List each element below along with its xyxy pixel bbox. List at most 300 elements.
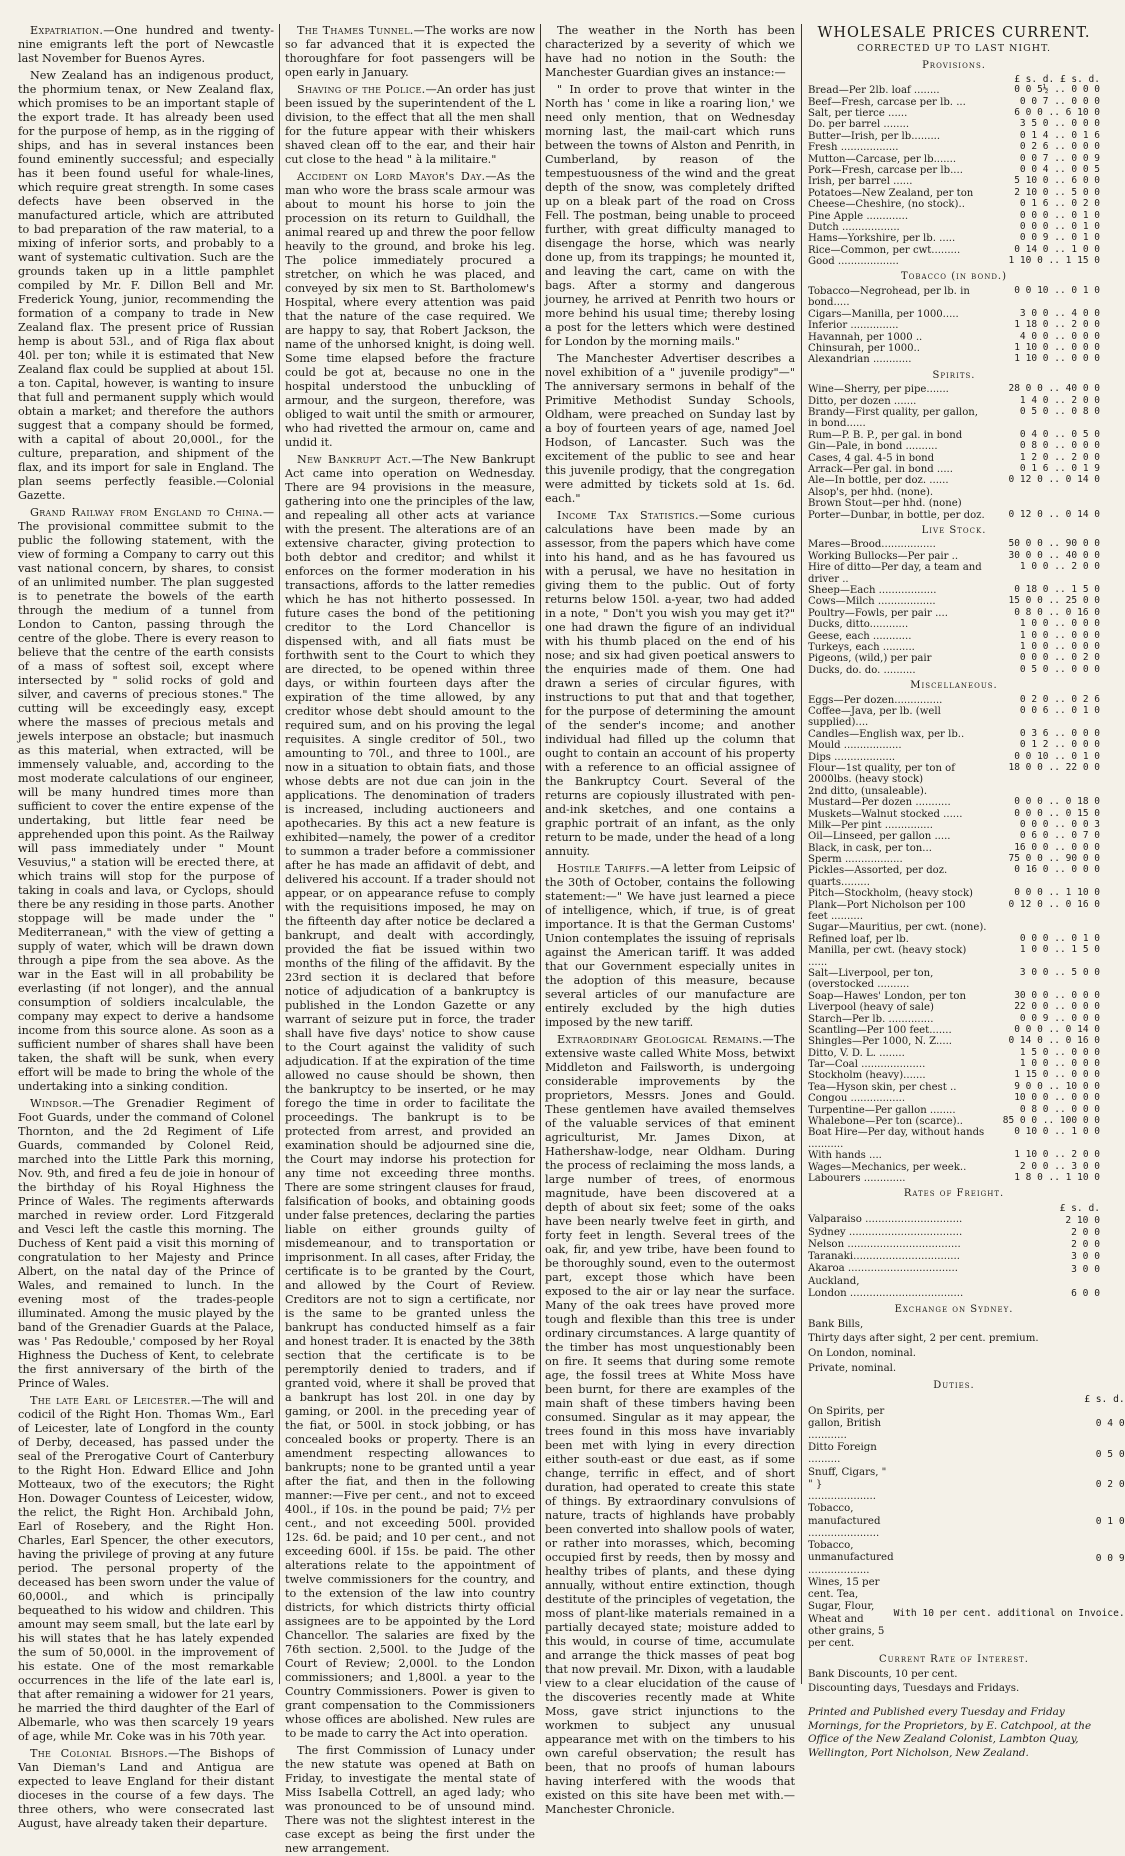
rate-row [808,1276,1100,1288]
rate-item: Wines, 15 per cent. Tea, Sugar, Flour, Wheat and other grains, 5 per cent. [808,1576,885,1649]
prices-column [808,24,1125,1759]
price-item: Poultry—Fowls, per pair .... [808,607,948,619]
article-text: The first Commission of Lunacy under the new statute was opened at Bath on Friday, to investigate the mental state of Miss Isabella Cottrell, an aged lady; who was pronounced to be of unsound mind. There was not the slightest interest in the case except as being the first under the new arrangement. [285,1744,535,1855]
article-paragraph [18,24,274,66]
price-value: 16 0 0 .. 0 0 0 [1014,841,1100,853]
price-row [808,1036,1100,1047]
price-row [808,888,1100,899]
price-row [808,945,1100,968]
column-3 [545,24,796,1816]
price-item: Mustard—Per dozen ........... [808,797,951,809]
price-value: 0 12 0 .. 0 14 0 [1008,508,1100,520]
price-item: Good ................... [808,256,899,268]
price-item: Havannah, per 1000 .. [808,331,923,343]
price-item: Alexandrian ............ [808,354,912,366]
price-row [808,142,1100,153]
price-value: 0 2 0 .. 0 2 6 [1019,693,1100,705]
column-rule [540,24,541,1684]
price-value: 2 0 0 .. 3 0 0 [1019,1160,1100,1172]
price-item: Fresh .................. [808,142,899,154]
price-row [808,619,1100,630]
price-value: 3 0 0 .. 4 0 0 [1019,307,1100,319]
price-value: 9 0 0 .. 10 0 0 [1014,1080,1100,1092]
price-item: Mutton—Carcase, per lb....... [808,153,957,165]
article-heading: Accident on Lord Mayor's Day. [297,170,486,183]
price-row [808,653,1100,664]
column-rule [279,24,280,1684]
article-text: —The extensive waste called White Moss, betwixt Middleton and Failsworth, is undergoing considerable improvements by the proprietors, Messrs. Jones and Gould. These gentlemen have availed themselves of the valuable services of that eminent agriculturist, Mr. James Dixon, at Hathershaw-lodge, near Oldham. During the process of reclaiming the moss lands, a large number of trees, of enormous magnitude, have been discovered at a depth of about six feet; some of the oaks have been nearly twelve feet in girth, and forty feet in length. Several trees of the oak, fir, and yew tribe, have been found to be thoroughly sound, even to the outermost part, except those which have been exposed to the air or lay near the surface. Many of the oak trees have proved more tough and flexible than this tree is under ordinary circumstances. A large quantity of the timber has most unquestionably been on fire. It seems that during some remote age, the fossil trees at White Moss have been burnt, for there are examples of the main shaft of these timbers having been consumed. Singular as it may appear, the trees found in this moss have invariably been met with lying in every direction either south-east or due east, as if some change, terrific in effect, and of short duration, had operated to create this state of things. By extraordinary convulsions of nature, tracts of highlands have probably been converted into shallow pools of water, or rather into morasses, which, becoming occupied first by reeds, then by mossy and healthy tribes of plants, and these dying annually, without entire extinction, though destitute of the principles of vegetation, the moss of plant-like materials remained in a partially decayed state; moisture added to this would, in course of time, accumulate and arrange the thick masses of peat bog that now prevail. Mr. Dixon, with a laudable view to a clear elucidation of the cause of the discoveries recently made at White Moss, gave strict injunctions to the workmen to subject any unusual appearance met with on the timbers to his own careful observation; the result has been, that no proofs of human labours having interfered with the woods that existed on this site have been met with.—Manchester Chronicle. [545,1033,795,1816]
price-value: 0 0 9 .. 0 0 0 [1019,1012,1100,1024]
price-item: Ditto, per dozen ....... [808,395,917,407]
price-item: Inferior ............... [808,320,899,332]
price-row [808,286,1100,309]
price-value: 28 0 0 .. 40 0 0 [1008,383,1100,395]
price-row [808,1173,1100,1184]
article-text: —Some curious calculations have been made by an assessor, from the papers which have come into his hand, and as he has favoured us with a perusal, we have no hesitation in giving them to the public. Out of forty returns below 150l. a-year, two had added in a note, " Don't you wish you may get it?" one had drawn the figure of an individual with his thumb placed on the end of his nose; and six had given poetical answers to the enquiries made of them. One had drawn a series of circular figures, with instructions to put that and that together, for the purpose of determining the amount of the sender's income; and another individual had filled up the column that ought to contain an account of his property with a reference to an official assignee of the Bankruptcy Court. Several of the returns are copiously illustrated with pen-and-ink sketches, and one contains a graphic portrait of an infant, as the only return to be made, under the head of a long annuity. [545,509,796,858]
article-text: —As the man who wore the brass scale armour was about to mount his horse to join the procession on its return to Guildhall, the animal reared up and threw the poor fellow heavily to the ground, and broke his leg. The police immediately procured a stretcher, on which he was placed, and conveyed by six men to St. Bartholomew's Hospital, where every attention was paid that the nature of the case required. We are happy to say, that Robert Jackson, the name of the unhorsed knight, is doing well. Some time elapsed before the fracture could be got at, because no one in the hospital understood the unbuckling of armour, and the surgeon, therefore, was obliged to wait until the smith or armourer, who had rivetted the armour on, came and undid it. [285,170,535,449]
price-value: 1 0 0 .. 0 0 0 [1019,629,1100,641]
price-value: 30 0 0 .. 0 0 0 [1014,989,1100,1001]
price-table [808,384,1100,521]
rate-value: 2 0 0 [1071,1239,1100,1251]
price-value: £ s. d. £ s. d. [1014,73,1100,85]
price-row [808,498,1100,509]
price-value: 0 16 0 .. 0 0 0 [1014,864,1100,876]
column-2 [285,24,535,1855]
price-item: Pork—Fresh, carcase per lb.... [808,164,963,176]
article-paragraph [285,170,535,450]
price-value: 0 0 0 .. 0 1 0 [1019,209,1100,221]
price-table [808,286,1100,366]
freight-units: £ s. d. [1059,1202,1100,1214]
price-item: Irish, per barrel ...... [808,176,913,188]
price-value: 0 0 10 .. 0 1 0 [1014,750,1100,762]
rate-value: 2 10 0 [1065,1214,1100,1226]
price-item: Eggs—Per dozen............... [808,694,943,706]
article-heading: Extraordinary Geological Remains. [557,1033,763,1046]
price-value: 0 8 0 .. 0 0 0 [1019,440,1100,452]
price-row [808,740,1100,751]
price-value: 0 1 4 .. 0 1 6 [1019,129,1100,141]
rate-value: 2 0 0 [1071,1226,1100,1238]
interest-lines [808,1669,1100,1697]
price-value: 0 0 0 .. 0 15 0 [1014,807,1100,819]
article-paragraph [285,83,535,167]
price-item: Muskets—Walnut stocked ...... [808,808,963,820]
rate-item: On Spirits, per gallon, British ............ [808,1405,885,1441]
rate-row [808,1227,1100,1239]
price-item: Wine—Sherry, per pipe....... [808,384,949,396]
price-row [808,1127,1100,1150]
rate-value: 3 0 0 [1071,1251,1100,1263]
price-item: Sugar—Mauritius, per cwt. (none). [808,922,987,934]
article-heading: The Colonial Bishops. [30,1747,168,1760]
price-item: Potatoes—New Zealand, per ton [808,187,974,199]
price-value: 0 14 0 .. 0 16 0 [1008,1035,1100,1047]
rate-row [808,1251,1100,1263]
duties-table [808,1394,1125,1650]
article-text: —A letter from Leipsic of the 30th of October, contains the following statement:—" We have just learned a piece of intelligence, which, if true, is of great importance. It is that the German Customs' Union contemplates the issuing of reprisals against the American tariff. It was added that our Government especially unites in the adoption of this measure, because several articles of our manufacture are entirely excluded by the high duties imposed by the new tariff. [545,862,795,1029]
price-row [808,354,1100,365]
price-item: Sperm .................. [808,854,903,866]
price-value: 1 0 0 .. 0 0 0 [1019,640,1100,652]
price-table [808,695,1100,1185]
price-item: Do. per barrel ........ [808,119,910,131]
article-heading: Expatriation. [30,24,104,37]
article-paragraph [545,862,795,1030]
article-text: " In order to prove that winter in the North has ' come in like a roaring lion,' we need only mention, that on Wednesday morning last, the mail-cart which runs between the towns of Alston and Penrith, in Cumberland, by reason of the tempestuousness of the wind and the great depth of the snow, was completely drifted up on a bleak part of the road on Cross Fell. The postman, being unable to proceed further, with great difficulty managed to disengage the horse, which was nearly done up, from its trappings; he mounted it, and leaving the cart, came on with the bags. After a stormy and dangerous journey, he arrived at Penrith two hours or more behind his usual time; thereby losing a post for the letters which were destined for London by the morning mails." [545,83,795,348]
duties-units: £ s. d. [1084,1394,1125,1406]
price-value: 0 5 0 .. 0 0 0 [1019,663,1100,675]
price-row [808,562,1100,585]
price-value: 85 0 0 .. 100 0 0 [1002,1115,1100,1127]
price-value: 0 0 0 .. 0 2 0 [1019,652,1100,664]
price-item: Bread—Per 2lb. loaf ........ [808,85,940,97]
price-value: 4 0 0 .. 0 0 0 [1019,330,1100,342]
price-row [808,900,1100,923]
price-item: Chinsurah, per 1000.. [808,342,920,354]
rate-item: Sydney ................................... [808,1226,963,1238]
info-line: Private, nominal. [808,1362,897,1374]
article-paragraph [285,24,535,80]
price-table [808,539,1100,676]
article-heading: The Thames Tunnel. [297,24,414,37]
price-item: Salt—Liverpool, per ton, (overstocked .......... [808,967,934,991]
price-value: 1 10 0 .. 2 0 0 [1014,1149,1100,1161]
price-item: 2nd ditto, (unsaleable). [808,785,928,797]
price-value: 3 0 0 .. 5 0 0 [1019,966,1100,978]
price-value: 0 3 6 .. 0 0 0 [1019,727,1100,739]
article-paragraph [285,453,535,1741]
price-item: Ale—In bottle, per doz. ...... [808,475,949,487]
rate-item: Tobacco, unmanufactured ................... [808,1540,894,1576]
price-item: Starch—Per lb. .............. [808,1013,934,1025]
rate-item: Ditto Foreign .......... [808,1442,877,1466]
price-value: 0 5 0 .. 0 8 0 [1019,406,1100,417]
price-value: 1 5 0 .. 0 0 0 [1019,1046,1100,1058]
price-item: Geese, each ............ [808,630,912,642]
price-item: Arrack—Per gal. in bond ..... [808,463,953,475]
rate-row [808,1540,1125,1577]
article-paragraph [545,1033,795,1817]
article-heading: The late Earl of Leicester. [30,1394,191,1407]
price-value: 0 0 0 .. 0 18 0 [1014,796,1100,808]
price-item: Liverpool (heavy of sale) [808,1002,934,1014]
price-value [988,487,1100,498]
price-item: Cows—Milch .................. [808,596,936,608]
price-item [808,75,988,86]
price-row [808,233,1100,244]
price-item: Flour—1st quality, per ton of 2000lbs. (heavy stock) [808,762,955,786]
price-item: Tobacco—Negrohead, per lb. in bond..... [808,285,970,309]
price-value: 1 0 0 .. 1 5 0 [1019,944,1100,956]
price-row [808,384,1100,395]
price-row [808,968,1100,991]
rate-row [808,1442,1125,1466]
price-row [808,487,1100,498]
price-item: Dips ................... [808,751,896,763]
price-item: Dutch .................. [808,221,900,233]
price-item: Whalebone—Per ton (scarce).. [808,1116,963,1128]
info-line: Bank Bills, [808,1318,864,1330]
price-value: 0 0 7 .. 0 0 9 [1019,152,1100,164]
price-item: Stockholm (heavy)....... [808,1070,926,1082]
price-item: Hams—Yorkshire, per lb. ..... [808,233,956,245]
rate-value: 0 5 0 [1095,1448,1125,1460]
price-row [808,665,1100,676]
price-value: 0 18 0 .. 1 5 0 [1014,583,1100,595]
price-row [808,256,1100,267]
price-item: Cases, 4 gal. 4-5 in bond [808,452,935,464]
price-item: Candles—English wax, per lb.. [808,728,965,740]
article-paragraph [545,83,795,349]
article-heading: Hostile Tariffs. [557,862,650,875]
price-item: Working Bullocks—Per pair .. [808,550,959,562]
colophon: Printed and Published every Tuesday and Friday Mornings, for the Proprietors, by E. Catchpool, at the Office of the New Zealand Colonist, Lambton Quay, Wellington, Port Nicholson, New Zealand. [808,1706,1092,1759]
price-value: 0 0 4 .. 0 0 5 [1019,163,1100,175]
rate-row [808,1406,1125,1443]
price-value: 0 0 0 .. 0 14 0 [1014,1023,1100,1035]
price-value: 5 10 0 .. 6 0 0 [1014,175,1100,187]
price-value: 0 0 10 .. 0 1 0 [1014,284,1100,296]
price-item: Labourers ............. [808,1173,906,1184]
price-item: Shingles—Per 1000, N. Z..... [808,1036,953,1048]
price-item: Brandy—First quality, per gallon, in bond...... [808,407,978,430]
price-row [808,831,1100,842]
price-value: 1 2 0 .. 2 0 0 [1019,451,1100,463]
price-row [808,475,1100,486]
price-item: Congou ................. [808,1093,906,1105]
price-row [808,706,1100,729]
price-item: Ducks, ditto............ [808,619,909,631]
price-row [808,865,1100,888]
price-row [808,320,1100,331]
price-value: 0 8 0 .. 0 16 0 [1014,606,1100,618]
price-item: Manilla, per cwt. (heavy stock) ...... [808,945,967,968]
price-item: Mares—Brood................. [808,539,936,551]
price-item: Pine Apple ............. [808,210,909,222]
prices-subtitle: CORRECTED UP TO LAST NIGHT. [857,43,1051,55]
price-section-heading: Tobacco (in bond.) [900,271,1008,283]
rate-row [808,1577,1125,1650]
price-value: 0 1 6 .. 0 1 9 [1019,462,1100,474]
price-row [808,441,1100,452]
rate-value: 0 1 0 [1095,1516,1125,1527]
price-item: Pickles—Assorted, per doz. quarts......... [808,865,948,888]
price-value: 0 0 0 .. 0 1 0 [1019,220,1100,232]
info-line: Bank Discounts, 10 per cent. [808,1668,958,1680]
rate-row [808,1263,1100,1275]
rate-value: 0 0 9 [1095,1552,1125,1564]
price-sections [808,60,1100,1184]
price-item: Milk—Per pint ............... [808,819,933,831]
article-text: New Zealand has an indigenous product, the phormium tenax, or New Zealand flax, which promises to be an important staple of the export trade. It has already been used for the purpose of hemp, as in the rigging of ships, and has in several instances been found eminently successful; and especially has it been found useful for whale-lines, which require great strength. In some cases defects have been observed in the manufactured article, which are attributed to bad preparation of the raw material, to a mixing of inferior sorts, and probably to a want of systematic cultivation. Such are the grounds taken up in a little pamphlet compiled by Mr. F. Dillon Bell and Mr. Frederick Young, junior, recommending the formation of a company to trade in New Zealand flax. The present price of Russian hemp is about 53l., and of Riga flax about 40l. per ton; while it is estimated that New Zealand flax could be supplied at about 15l. a ton. Capital, however, is wanting to insure that full and permanent supply which would obtain a market; and therefore the authors suggest that a company should be formed, with a capital of about 20,000l., for the culture, preparation, and shipment of the flax, and its import for sale in England. The plan seems perfectly feasible.—Colonial Gazette. [18,69,274,502]
price-value [988,498,1100,509]
rate-value: 6 0 0 [1071,1288,1100,1300]
price-value: 1 10 0 .. 1 15 0 [1008,255,1100,267]
price-row [808,1150,1100,1161]
price-item: Tea—Hyson skin, per chest .. [808,1081,957,1093]
rate-item: Nelson ................................... [808,1238,961,1250]
article-text: —One hundred and twenty-nine emigrants left the port of Newcastle last November for Buenos Ayres. [18,24,274,65]
price-value: 0 0 0 .. 0 1 0 [1019,932,1100,944]
price-value: 30 0 0 .. 40 0 0 [1008,549,1100,561]
price-value: 0 0 5½ .. 0 0 0 [1014,84,1100,96]
price-value: 22 0 0 .. 0 0 0 [1014,1001,1100,1013]
price-row [808,1002,1100,1013]
price-value: 0 12 0 .. 0 16 0 [1008,898,1100,910]
price-item: Cheese—Cheshire, (no stock).. [808,199,965,211]
price-item: Tar—Coal .................... [808,1059,926,1071]
price-value: 1 15 0 .. 0 0 0 [1014,1069,1100,1081]
duties-heading: Duties. [933,1379,975,1391]
price-value: 10 0 0 .. 0 0 0 [1014,1092,1100,1104]
price-table [808,75,1100,268]
column-rule [801,24,802,1684]
rate-value [1040,1276,1100,1288]
price-item: Scantling—Per 100 feet....... [808,1024,952,1036]
price-section-heading: Spirits. [932,369,976,381]
exchange-lines [808,1319,1100,1376]
article-text: —An order has just been issued by the superintendent of the L division, to the effect that all the men shall for the future appear with their whiskers shaved clean off to the ear, and their hair cut close to the head " à la militaire." [285,83,535,166]
price-item: Soap—Hawes' London, per ton [808,990,967,1002]
price-item: Pitch—Stockholm, (heavy stock) [808,888,973,900]
article-heading: Grand Railway from England to China. [30,506,263,519]
rate-row [808,1467,1125,1504]
price-item: Boat Hire—Per day, without hands ........... [808,1127,985,1150]
prices-title: WHOLESALE PRICES CURRENT. [817,25,1091,41]
price-value: 0 0 6 .. 0 1 0 [1019,704,1100,716]
price-item: Wages—Mechanics, per week.. [808,1161,967,1173]
price-value: 1 8 0 .. 1 10 0 [1014,1172,1100,1183]
price-section-heading: Live Stock. [921,524,987,536]
price-item: Beef—Fresh, carcase per lb. ... [808,96,966,108]
price-value: 0 14 0 .. 1 0 0 [1014,243,1100,255]
price-item: Alsop's, per hhd. (none). [808,486,934,498]
price-value: 1 10 0 .. 0 0 0 [1014,353,1100,365]
article-text: —The works are now so far advanced that it is expected the thoroughfare for foot passengers will be open early in January. [285,24,535,79]
rate-row [808,1288,1100,1300]
price-row [808,763,1100,786]
price-value: 0 0 0 .. 1 10 0 [1014,887,1100,899]
price-item: Brown Stout—per hhd. (none) [808,498,962,510]
price-item: Gin—Pale, in bond .......... [808,441,938,453]
price-item: Refined loaf, per lb. [808,933,909,945]
article-text: —The Bishops of Van Dieman's Land and Antigua are expected to leave England for their distant dioceses in the course of a few days. The three others, who were consecrated last August, have already taken their departure. [18,1747,274,1830]
article-heading: New Bankrupt Act. [297,453,412,466]
rate-value: 0 2 0 [1095,1479,1125,1491]
article-text: —The Grenadier Regiment of Foot Guards, under the command of Colonel Thornton, and the 2d Regiment of Life Guards, commanded by Colonel Reid, marched into the Little Park this morning, Nov. 9th, and fired a feu de joie in honour of the birthday of his Royal Highness the Prince of Wales. The regiments afterwards marched in review order. Lord Fitzgerald and Vesci left the castle this morning. The Duchess of Kent paid a visit this morning of congratulation to her Majesty and Prince Albert, on the natal day of the Prince of Wales, and remained to lunch. In the evening most of the trades-people illuminated. Among the music played by the band of the Grenadier Guards at the Palace, was ' Pas Redouble,' composed by her Royal Highness the Duchess of Kent, to celebrate the first anniversary of the birth of the Prince of Wales. [18,1097,274,1390]
freight-heading: Rates of Freight. [903,1188,1005,1200]
price-row [808,1093,1100,1104]
rate-item: Akaroa .................................. [808,1263,959,1275]
rate-row [808,1503,1125,1540]
article-paragraph [545,352,795,506]
price-value: 75 0 0 .. 90 0 0 [1008,853,1100,865]
price-item: Pigeons, (wild,) per pair [808,653,932,665]
article-paragraph [18,1097,274,1391]
price-value: 15 0 0 .. 25 0 0 [1008,595,1100,607]
price-item: Ducks, do. do. .......... [808,664,916,676]
price-item: Cigars—Manilla, per 1000..... [808,308,959,320]
price-item: Coffee—Java, per lb. (well supplied).... [808,705,941,729]
rate-item: London ................................... [808,1287,964,1299]
info-line: Thirty days after sight, 2 per cent. premium. [808,1333,1039,1345]
price-section-heading: Miscellaneous. [910,680,998,692]
price-value: 0 12 0 .. 0 14 0 [1008,474,1100,486]
article-paragraph [545,24,795,80]
article-heading: Windsor. [30,1097,83,1110]
article-heading: Shaving of the Police. [297,83,426,96]
rate-value: 0 4 0 [1095,1418,1125,1430]
price-item: Butter—Irish, per lb......... [808,130,941,142]
info-line: On London, nominal. [808,1348,917,1360]
price-value: 0 0 0 .. 0 0 3 [1019,818,1100,830]
rate-item: Auckland, [808,1275,860,1287]
price-item: Porter—Dunbar, in bottle, per doz. [808,509,985,521]
rate-row [808,1214,1100,1226]
interest-heading: Current Rate of Interest. [879,1654,1029,1666]
price-value: 1 18 0 .. 2 0 0 [1014,319,1100,331]
price-row [808,797,1100,808]
price-value: 3 5 0 .. 0 0 0 [1019,118,1100,130]
price-value: 0 0 7 .. 0 0 0 [1019,95,1100,107]
price-value: 0 10 0 .. 1 0 0 [1014,1126,1100,1138]
rate-value: With 10 per cent. additional on Invoice. [893,1607,1125,1619]
price-row [808,199,1100,210]
article-paragraph [18,69,274,503]
freight-table [808,1203,1100,1300]
price-value: 0 4 0 .. 0 5 0 [1019,428,1100,440]
article-paragraph [18,1747,274,1831]
price-value: 1 0 0 .. 0 0 0 [1019,618,1100,630]
price-value: 0 1 6 .. 0 2 0 [1019,198,1100,210]
price-value: 1 0 0 .. 2 0 0 [1019,561,1100,573]
price-item: Mould .................. [808,740,902,752]
price-item: Sheep—Each .................. [808,584,937,596]
article-text: The weather in the North has been characterized by a severity of which we have had no notion in the South: the Manchester Guardian gives an instance:— [545,24,795,79]
rate-item: Tobacco, manufactured ...................... [808,1503,881,1539]
article-text: —The provisional committee submit to the public the following statement, with the view of forming a Company to carry out this vast national concern, by shares, to consist of an unlimited number. The plan suggested is to penetrate the bowels of the earth through the medium of a tunnel from London to Canton, passing through the centre of the globe. There is every reason to believe that the centre of the earth consists of a mass of softest soil, except where intersected by " solid rocks of gold and silver, and caverns of precious stones." The cutting will be exceedingly easy, except where the masses of precious metals and jewels interpose an obstacle; but inasmuch as this material, when extracted, will be immensely valuable, and, according to the most moderate calculations of our engineer, will be many hundred times more than sufficient to cover the entire expense of the undertaking, but little fear need be apprehended upon this point. As the Railway will pass immediately under " Mount Vesuvius," a station will be erected there, at which trains will stop for the purpose of taking in coals and lava, or Cyclops, should there be any residing in those parts. Another stoppage will be made under the " Mediterranean," with the view of getting a supply of water, which will be drawn down through a pipe from the sea above. As the war in the East will in all probability be everlasting (if not longer), and the annual consumption of soldiers incalculable, the company may expect to derive a handsome income from this source alone. As soon as a sufficient number of shares shall have been taken, the shaft will be sunk, when every effort will be made to bring the whole of the undertaking into a sinking condition. [18,506,274,1093]
info-line: Discounting days, Tuesdays and Fridays. [808,1683,1020,1695]
article-paragraph [285,1744,535,1856]
price-value: 1 4 0 .. 2 0 0 [1019,394,1100,406]
article-heading: Income Tax Statistics. [557,509,699,522]
price-row [808,510,1100,521]
price-section-heading: Provisions. [922,60,986,71]
rate-item: Valparaiso .............................. [808,1214,963,1226]
price-value: 50 0 0 .. 90 0 0 [1008,538,1100,550]
column-1 [18,24,274,1830]
price-item: Rum—P. B. P., per gal. in bond [808,429,963,441]
price-value: 6 0 0 .. 6 10 0 [1014,107,1100,119]
article-text: The Manchester Advertiser describes a novel exhibition of a " juvenile prodigy"—" The anniversary sermons in behalf of the Primitive Methodist Sunday Schools, Oldham, were preached on Sunday last by a boy of fourteen years of age, named Joel Hodson, of Lancaster. Such was the excitement of the public to see and hear this juvenile prodigy, that the congregation were admitted by tickets sold at 1s. 6d. each." [545,352,795,505]
price-item: With hands .... [808,1150,882,1162]
price-value: 0 6 0 .. 0 7 0 [1019,830,1100,842]
price-row [808,407,1100,430]
price-item: Rice—Common, per cwt......... [808,244,961,256]
price-value: 1 0 0 .. 0 0 0 [1019,1058,1100,1070]
rate-item: Snuff, Cigars, " " } ..................... [808,1466,887,1503]
price-value: 0 1 2 .. 0 0 0 [1019,739,1100,751]
price-item: Plank—Port Nicholson per 100 feet .......... [808,899,966,923]
price-item: Turpentine—Per gallon ........ [808,1104,956,1116]
price-item: Oil—Linseed, per gallon ..... [808,831,951,843]
rate-value: 3 0 0 [1071,1263,1100,1275]
price-value: 0 0 9 .. 0 1 0 [1019,232,1100,244]
price-item: Salt, per tierce ...... [808,108,908,120]
price-item: Turkeys, each .......... [808,641,915,653]
